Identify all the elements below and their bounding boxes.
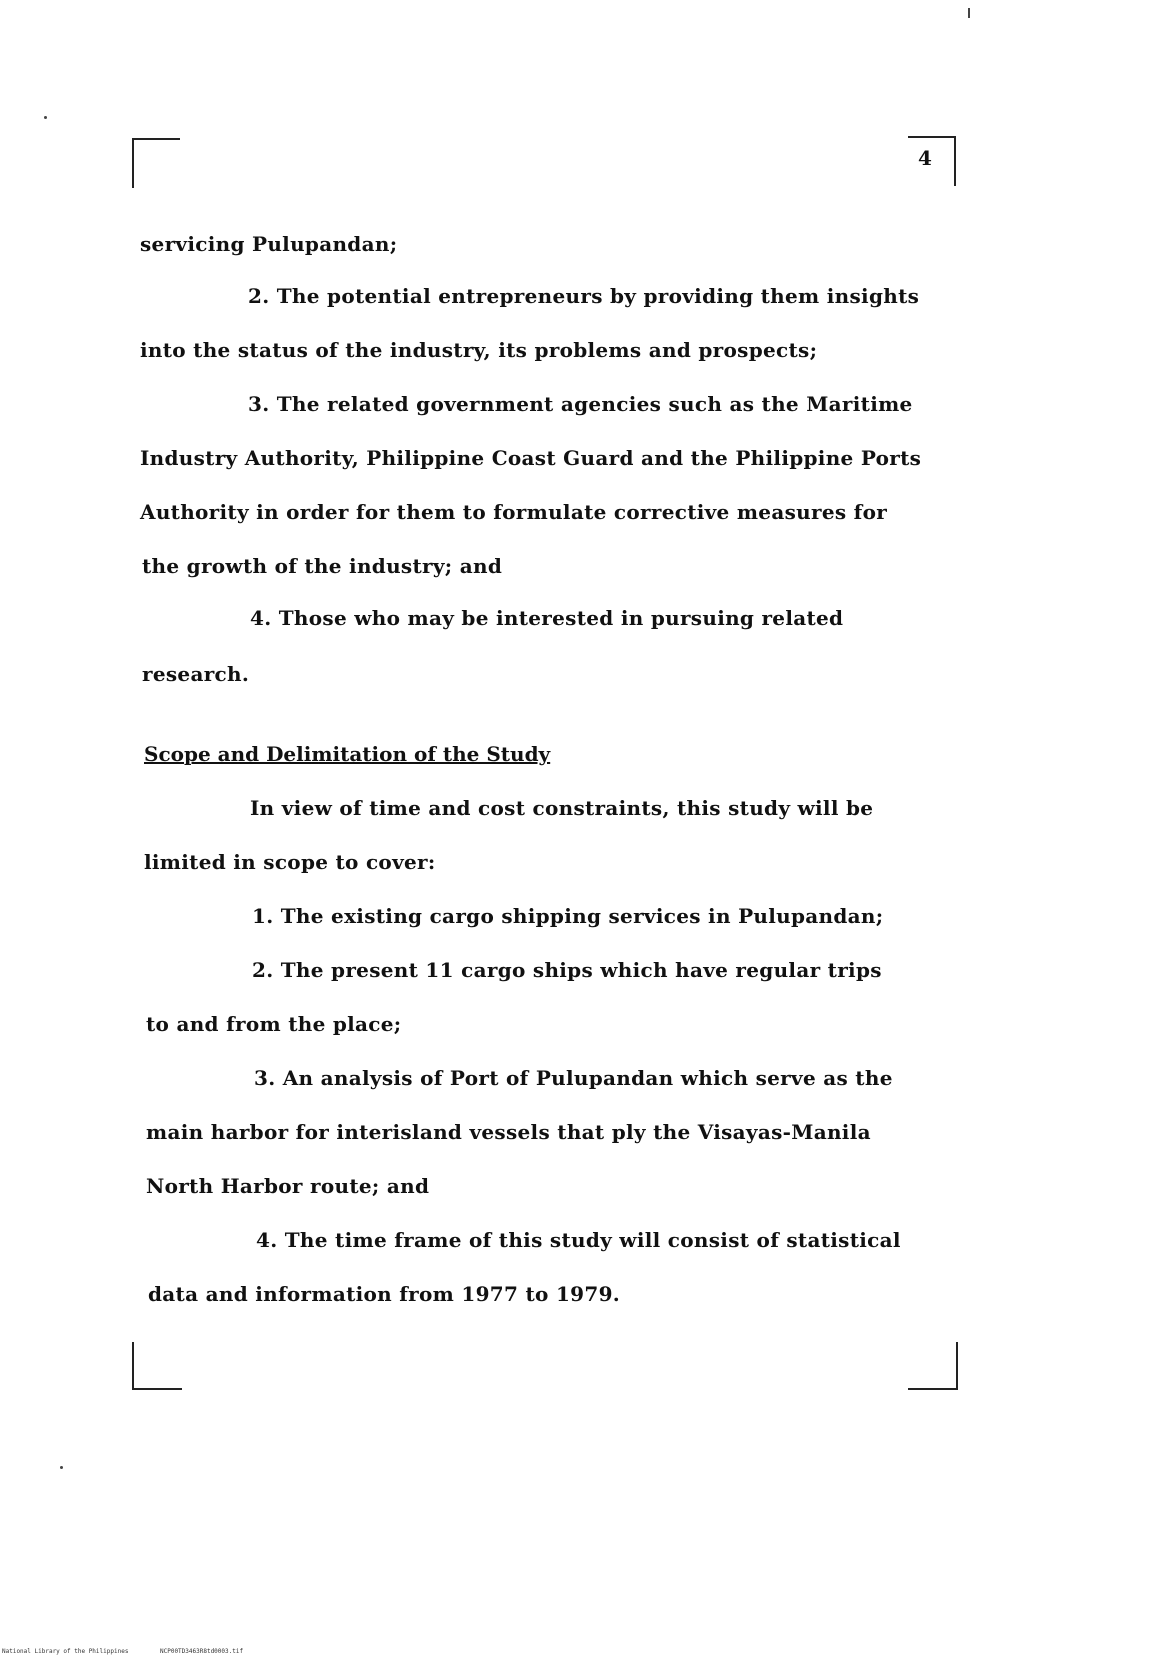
scope-item-3-line-3: North Harbor route; and: [146, 1174, 430, 1198]
crop-mark-bottom-right-v: [956, 1342, 958, 1390]
scope-item-3-line-1: 3. An analysis of Port of Pulupandan which serve as the: [254, 1066, 893, 1090]
intro-line-1: In view of time and cost constraints, this study will be: [250, 796, 874, 820]
list-item-3-line-1: 3. The related government agencies such as the Maritime: [248, 392, 913, 416]
scan-speck: [968, 8, 970, 18]
crop-mark-top-right-h: [908, 136, 956, 138]
scope-item-4-line-2: data and information from 1977 to 1979.: [148, 1282, 621, 1306]
footer-library: National Library of the Philippines: [2, 1648, 129, 1655]
page-number: 4: [918, 146, 932, 170]
crop-mark-top-left-v: [132, 138, 134, 188]
list-item-2-line-2: into the status of the industry, its problems and prospects;: [140, 338, 818, 362]
scan-speck: [60, 1466, 63, 1469]
intro-line-2: limited in scope to cover:: [144, 850, 436, 874]
crop-mark-bottom-left-v: [132, 1342, 134, 1390]
scan-speck: [44, 116, 47, 119]
scope-item-2-line-2: to and from the place;: [146, 1012, 402, 1036]
list-item-4-line-1: 4. Those who may be interested in pursuing related: [250, 606, 844, 630]
footer-code: NCP00TD3463R8td0003.tif: [160, 1648, 244, 1655]
list-item-3-line-3: Authority in order for them to formulate corrective measures for: [140, 500, 888, 524]
crop-mark-top-left-h: [132, 138, 180, 140]
list-item-4-line-2: research.: [142, 662, 250, 686]
body-line: servicing Pulupandan;: [140, 232, 398, 256]
scope-item-3-line-2: main harbor for interisland vessels that ply the Visayas-Manila: [146, 1120, 871, 1144]
scope-item-2-line-1: 2. The present 11 cargo ships which have regular trips: [252, 958, 882, 982]
crop-mark-bottom-left-h: [132, 1388, 182, 1390]
crop-mark-top-right-v: [954, 136, 956, 186]
scope-item-1: 1. The existing cargo shipping services in Pulupandan;: [252, 904, 884, 928]
scope-item-4-line-1: 4. The time frame of this study will consist of statistical: [256, 1228, 901, 1252]
list-item-3-line-4: the growth of the industry; and: [142, 554, 503, 578]
section-heading: Scope and Delimitation of the Study: [144, 742, 551, 766]
list-item-2-line-1: 2. The potential entrepreneurs by providing them insights: [248, 284, 920, 308]
crop-mark-bottom-right-h: [908, 1388, 958, 1390]
list-item-3-line-2: Industry Authority, Philippine Coast Guard and the Philippine Ports: [140, 446, 922, 470]
